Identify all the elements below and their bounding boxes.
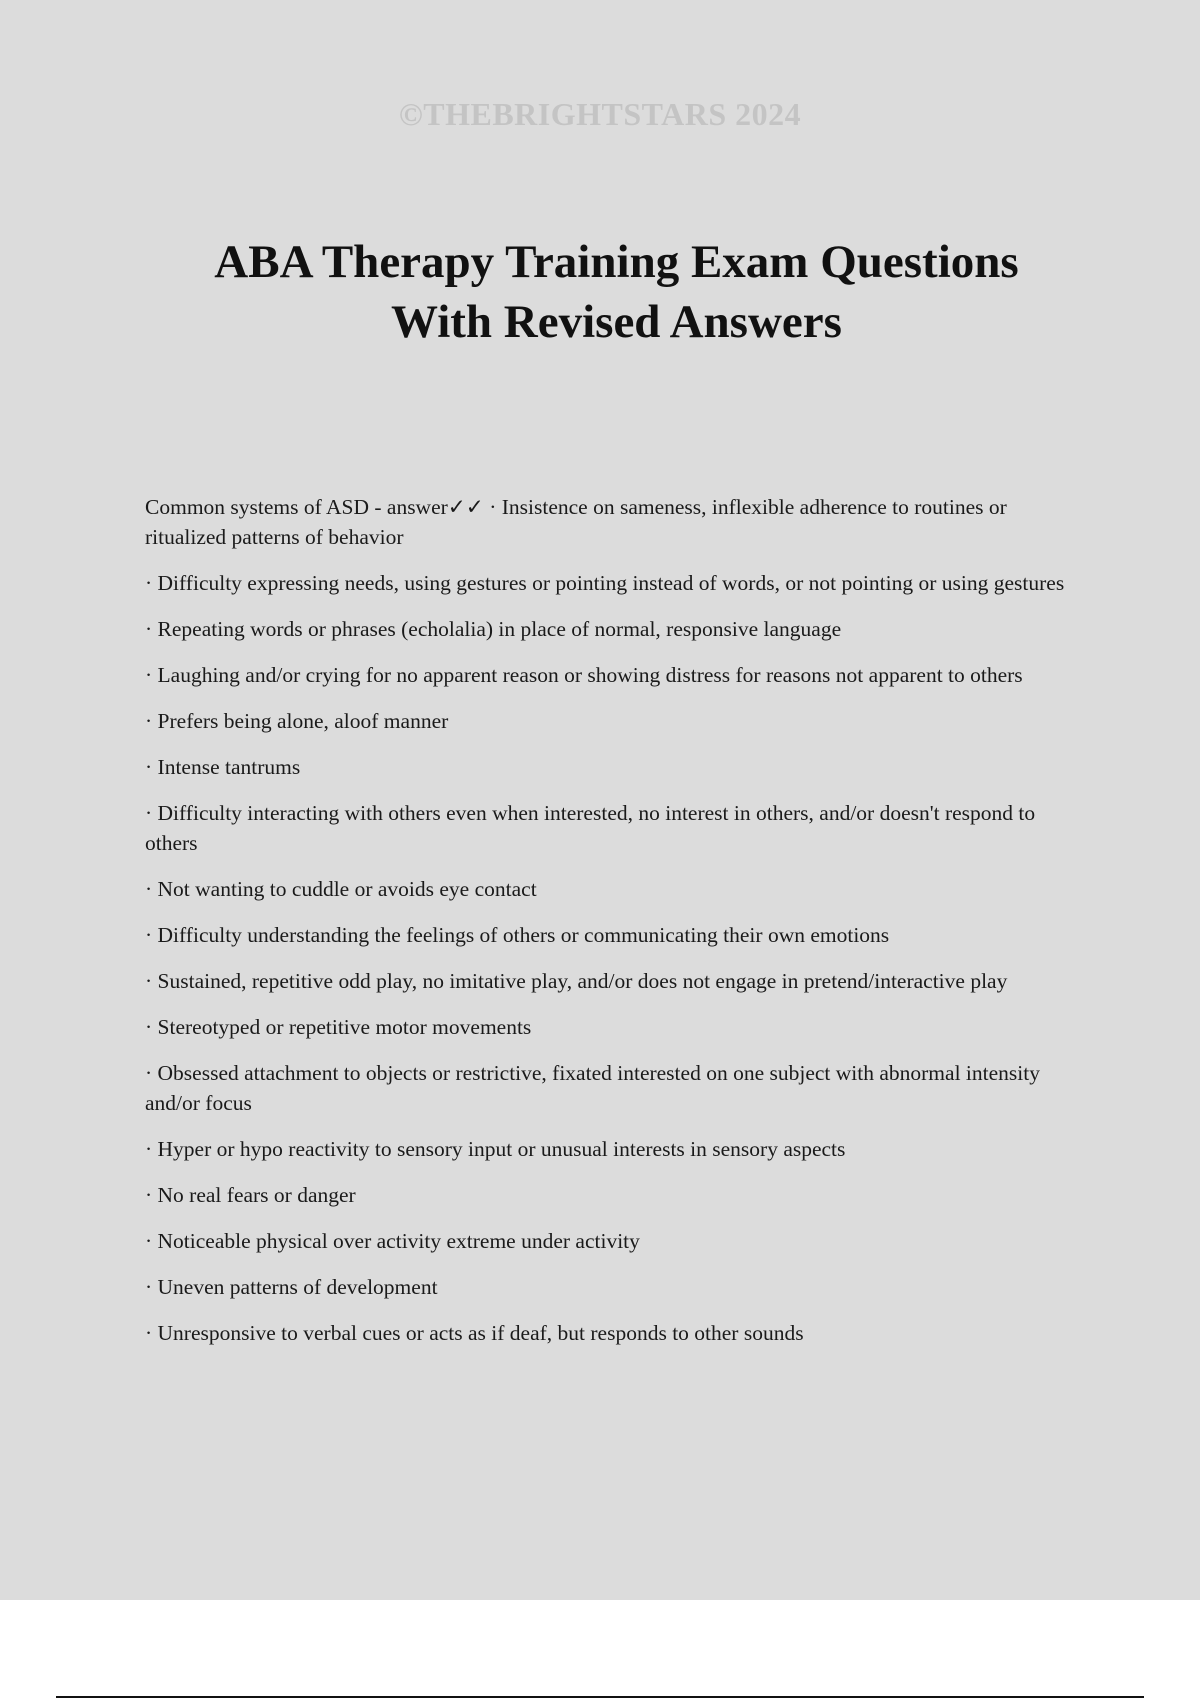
answer-item: · Uneven patterns of development [145,1275,438,1299]
question-paragraph [145,492,1085,552]
answer-item: · Laughing and/or crying for no apparent reason or showing distress for reasons not apparent to others [145,663,1023,687]
answer-item: · Repeating words or phrases (echolalia) in place of normal, responsive language [145,617,842,641]
answer-item: · Difficulty understanding the feelings of others or communicating their own emotions [145,923,890,947]
answer-item: · Obsessed attachment to objects or restrictive, fixated interested on one subject with abnormal intensity and/or focus [145,1061,1040,1115]
answer-item: · Difficulty interacting with others even when interested, no interest in others, and/or doesn't respond to others [145,801,1036,855]
answer-item: · Unresponsive to verbal cues or acts as if deaf, but responds to other sounds [145,1321,804,1345]
answer-item: · Hyper or hypo reactivity to sensory input or unusual interests in sensory aspects [145,1137,846,1161]
answer-item: · Stereotyped or repetitive motor movements [145,1015,532,1039]
watermark: ©THEBRIGHTSTARS 2024 [398,96,802,132]
bottom-divider [56,1696,1144,1698]
answer-item: · No real fears or danger [145,1183,356,1207]
answer-item: · Intense tantrums [145,755,301,779]
question-content [145,492,1085,1364]
title-line-1: ABA Therapy Training Exam Questions [214,236,1019,288]
title-line-2: With Revised Answers [391,296,842,348]
page-title [120,232,1113,352]
question-prompt: Common systems of ASD - answer [145,495,448,519]
first-answer: · Insistence on sameness, inflexible adherence to routines or ritualized patterns of behavior [145,495,1007,549]
answer-item: · Sustained, repetitive odd play, no imitative play, and/or does not engage in pretend/interactive play [145,969,1008,993]
answer-item: · Not wanting to cuddle or avoids eye contact [145,877,537,901]
answer-item: · Noticeable physical over activity extreme under activity [145,1229,640,1253]
answer-item: · Difficulty expressing needs, using gestures or pointing instead of words, or not pointing or using gestures [145,571,1065,595]
check-marks: ✓✓ [447,495,484,519]
answer-item: · Prefers being alone, aloof manner [145,709,449,733]
